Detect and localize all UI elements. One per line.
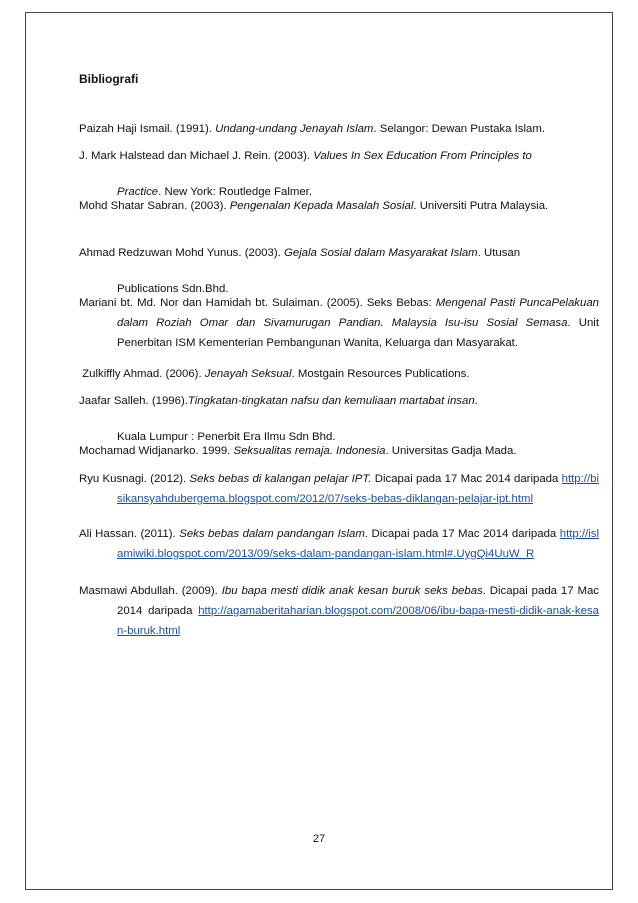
url-link[interactable]: http://agamaberitaharian.blogspot.com/2008/06/ibu-bapa-mesti-didik-anak-kesan-buruk.html	[117, 605, 599, 637]
accessed: . Dicapai pada 17 Mac 2014 daripada	[117, 585, 599, 617]
bib-entry-1	[79, 119, 599, 139]
bib-entry-2	[79, 146, 561, 202]
title: Seksualitas remaja. Indonesia	[233, 445, 386, 457]
punct: .	[474, 395, 478, 407]
author-year: Ahmad Redzuwan Mohd Yunus. (2003).	[79, 247, 284, 259]
accessed: Dicapai pada 17 Mac 2014 daripada	[371, 473, 562, 485]
publisher: . Mostgain Resources Publications.	[291, 368, 470, 380]
title-cont: Practice	[117, 186, 159, 198]
bib-entry-7	[79, 391, 561, 447]
title: Values In Sex Education From Principles to	[313, 150, 532, 162]
author-year: Jaafar Salleh. (1996).	[79, 395, 188, 407]
publisher: . New York: Routledge Falmer.	[158, 186, 313, 198]
bib-entry-11	[79, 581, 599, 641]
author-year: Mariani bt. Md. Nor dan Hamidah bt. Sulaiman. (2005). Seks Bebas:	[79, 297, 436, 309]
page-number: 27	[312, 833, 326, 845]
author-year: Paizah Haji Ismail. (1991).	[79, 123, 216, 135]
title: Gejala Sosial dalam Masyarakat Islam	[283, 247, 478, 259]
author-year: Zulkiffly Ahmad. (2006).	[82, 368, 205, 380]
publisher: . Universitas Gadja Mada.	[385, 445, 517, 457]
author-year: Ali Hassan. (2011).	[79, 528, 180, 540]
bibliography-heading: Bibliografi	[79, 72, 139, 86]
bib-entry-5	[79, 293, 599, 353]
accessed: . Dicapai pada 17 Mac 2014 daripada	[364, 528, 560, 540]
author-year: Mohd Shatar Sabran. (2003).	[79, 200, 230, 212]
bib-entry-9	[79, 469, 599, 509]
bib-entry-10	[79, 524, 599, 564]
bib-entry-3	[79, 196, 599, 216]
title: Seks bebas di kalangan pelajar IPT.	[189, 473, 372, 485]
title: Tingkatan-tingkatan nafsu dan kemuliaan martabat insan	[187, 395, 475, 407]
publisher: Kuala Lumpur : Penerbit Era Ilmu Sdn Bhd.	[117, 431, 336, 443]
bib-entry-6	[79, 364, 561, 384]
author-year: Mochamad Widjanarko. 1999.	[79, 445, 234, 457]
bib-entry-4	[79, 243, 561, 299]
title: Ibu bapa mesti didik anak kesan buruk seks bebas	[221, 585, 483, 597]
title: Undang-undang Jenayah Islam	[215, 123, 374, 135]
author-year: J. Mark Halstead dan Michael J. Rein. (2003).	[79, 150, 314, 162]
author-year: Ryu Kusnagi. (2012).	[79, 473, 190, 485]
title: Pengenalan Kepada Masalah Sosial	[229, 200, 414, 212]
publisher: . Utusan	[477, 247, 521, 259]
url-link[interactable]: http://islamiwiki.blogspot.com/2013/09/seks-dalam-pandangan-islam.html#.UygQi4UuW_R	[117, 528, 599, 560]
url-link[interactable]: http://bisikansyahdubergema.blogspot.com/2012/07/seks-bebas-diklangan-pelajar-ipt.html	[117, 473, 599, 505]
publisher: . Unit Penerbitan ISM Kementerian Pembangunan Wanita, Keluarga dan Masyarakat.	[117, 317, 599, 349]
author-year: Masmawi Abdullah. (2009).	[79, 585, 222, 597]
publisher: . Selangor: Dewan Pustaka Islam.	[373, 123, 545, 135]
publisher-cont: Publications Sdn.Bhd.	[117, 283, 229, 295]
bib-entry-8	[79, 441, 561, 461]
title: Jenayah Seksual	[204, 368, 292, 380]
title: Seks bebas dalam pandangan Islam	[179, 528, 365, 540]
title: Mengenal Pasti PuncaPelakuan dalam Roziah Omar dan Sivamurugan Pandian. Malaysia Isu-isu Sosial Semasa	[117, 297, 599, 329]
publisher: . Universiti Putra Malaysia.	[413, 200, 549, 212]
